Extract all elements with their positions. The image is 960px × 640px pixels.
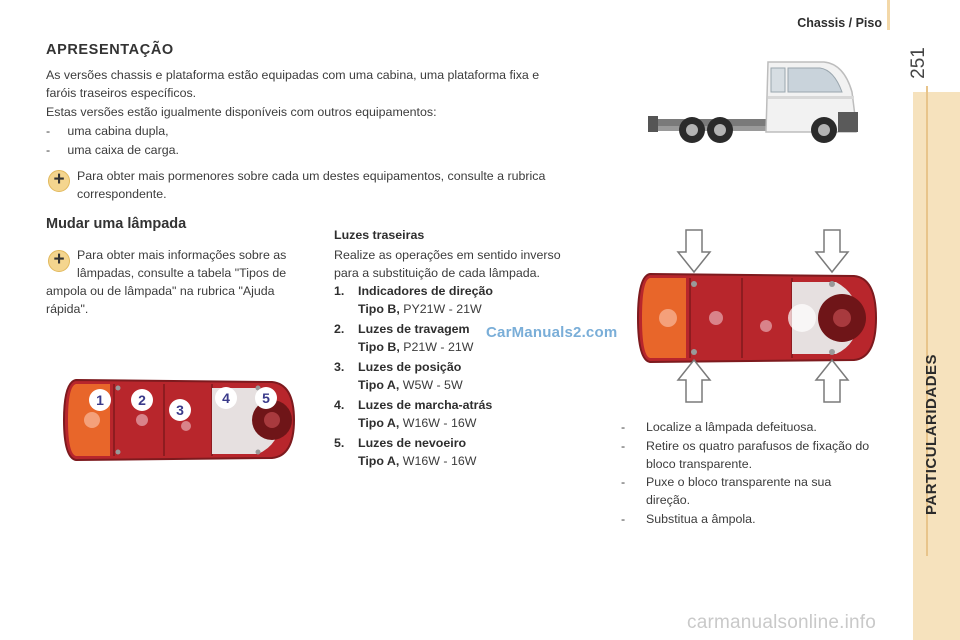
step-text: Puxe o bloco transparente na sua (646, 475, 832, 489)
lamp-name: Luzes de posição (358, 360, 462, 374)
step-item: - (621, 475, 626, 489)
lamp-type-row (358, 452, 476, 470)
info-plus-icon (48, 250, 70, 272)
lamp-spec: W5W - 5W (402, 378, 463, 392)
header-divider (887, 0, 890, 30)
callout-badge (169, 399, 191, 421)
callout-number: 2 (138, 392, 146, 408)
lamp-type: Tipo B, (358, 302, 400, 316)
section-title-presentation: APRESENTAÇÃO (46, 42, 174, 58)
lamp-spec: W16W - 16W (402, 416, 477, 430)
section-title-change-bulb: Mudar uma lâmpada (46, 216, 187, 232)
lamp-type: Tipo A, (358, 454, 400, 468)
list-item-text: uma cabina dupla, (67, 124, 169, 138)
step-text: Localize a lâmpada defeituosa. (646, 420, 817, 434)
lamp-spec: P21W - 21W (403, 340, 474, 354)
bulb-note-2: lâmpadas, consulte a tabela "Tipos de (77, 266, 287, 280)
step-text: Retire os quatro parafusos de fixação do (646, 439, 870, 453)
callout-badge (131, 389, 153, 411)
presentation-intro-2: faróis traseiros específicos. (46, 86, 197, 100)
lamp-name: Luzes de marcha-atrás (358, 398, 493, 412)
lamp-type: Tipo B, (358, 340, 400, 354)
arrow-down-icon (678, 230, 710, 272)
lamp-number: 5. (334, 436, 345, 450)
lamp-type-row (358, 414, 476, 432)
step-item: - (621, 439, 626, 453)
running-header: Chassis / Piso (797, 16, 882, 30)
lamp-number: 4. (334, 398, 345, 412)
step-text-cont: bloco transparente. (646, 457, 753, 471)
callout-number: 5 (262, 390, 270, 406)
lamp-number: 1. (334, 284, 345, 298)
lamp-spec: W16W - 16W (402, 454, 477, 468)
callout-number: 3 (176, 402, 184, 418)
presentation-note-1: Para obter mais pormenores sobre cada um destes equipamentos, consulte a rubrica (77, 169, 546, 183)
lamp-name: Luzes de travagem (358, 322, 470, 336)
lamp-type-row (358, 338, 473, 356)
chassis-truck-image (648, 52, 860, 152)
bulb-note-4: rápida". (46, 302, 89, 316)
callout-number: 4 (222, 390, 230, 406)
rear-lights-intro-1: Realize as operações em sentido inverso (334, 248, 561, 262)
lamp-name: Indicadores de direção (358, 284, 493, 298)
footer-watermark: carmanualsonline.info (687, 612, 877, 633)
list-item-text: uma caixa de carga. (67, 143, 179, 157)
numbered-tail-lamp-diagram (62, 374, 298, 466)
callout-badge (215, 387, 237, 409)
lamp-type: Tipo A, (358, 378, 400, 392)
step-item: - (621, 512, 626, 526)
arrow-down-icon (816, 230, 848, 272)
rear-lights-title: Luzes traseiras (334, 228, 425, 242)
lamp-number: 3. (334, 360, 345, 374)
lamp-type: Tipo A, (358, 416, 400, 430)
callout-badge (89, 389, 111, 411)
list-item: - uma caixa de carga. (46, 143, 179, 157)
list-item: - uma cabina dupla, (46, 124, 169, 138)
tail-lamp-removal-diagram (636, 226, 880, 406)
step-item: - (621, 420, 626, 434)
bulb-note-1: Para obter mais informações sobre as (77, 248, 287, 262)
step-text-cont: direção. (646, 493, 691, 507)
lamp-name: Luzes de nevoeiro (358, 436, 467, 450)
presentation-note-2: correspondente. (77, 187, 167, 201)
presentation-intro-1: As versões chassis e plataforma estão equipadas com uma cabina, uma plataforma fixa e (46, 68, 540, 82)
page-number: 251 (908, 47, 929, 79)
lamp-type-row (358, 376, 463, 394)
info-plus-icon (48, 170, 70, 192)
lamp-number: 2. (334, 322, 345, 336)
chapter-label: PARTICULARIDADES (923, 353, 940, 515)
step-text: Substitua a âmpola. (646, 512, 756, 526)
rear-lights-intro-2: para a substituição de cada lâmpada. (334, 266, 540, 280)
presentation-also: Estas versões estão igualmente disponíveis com outros equipamentos: (46, 105, 437, 119)
arrow-up-icon (678, 360, 710, 402)
bulb-note-3: ampola ou de lâmpada" na rubrica "Ajuda (46, 284, 275, 298)
arrow-up-icon (816, 360, 848, 402)
callout-number: 1 (96, 392, 104, 408)
lamp-type-row (358, 300, 482, 318)
callout-badge (255, 387, 277, 409)
lamp-spec: PY21W - 21W (403, 302, 482, 316)
watermark: CarManuals2.com (486, 324, 618, 341)
